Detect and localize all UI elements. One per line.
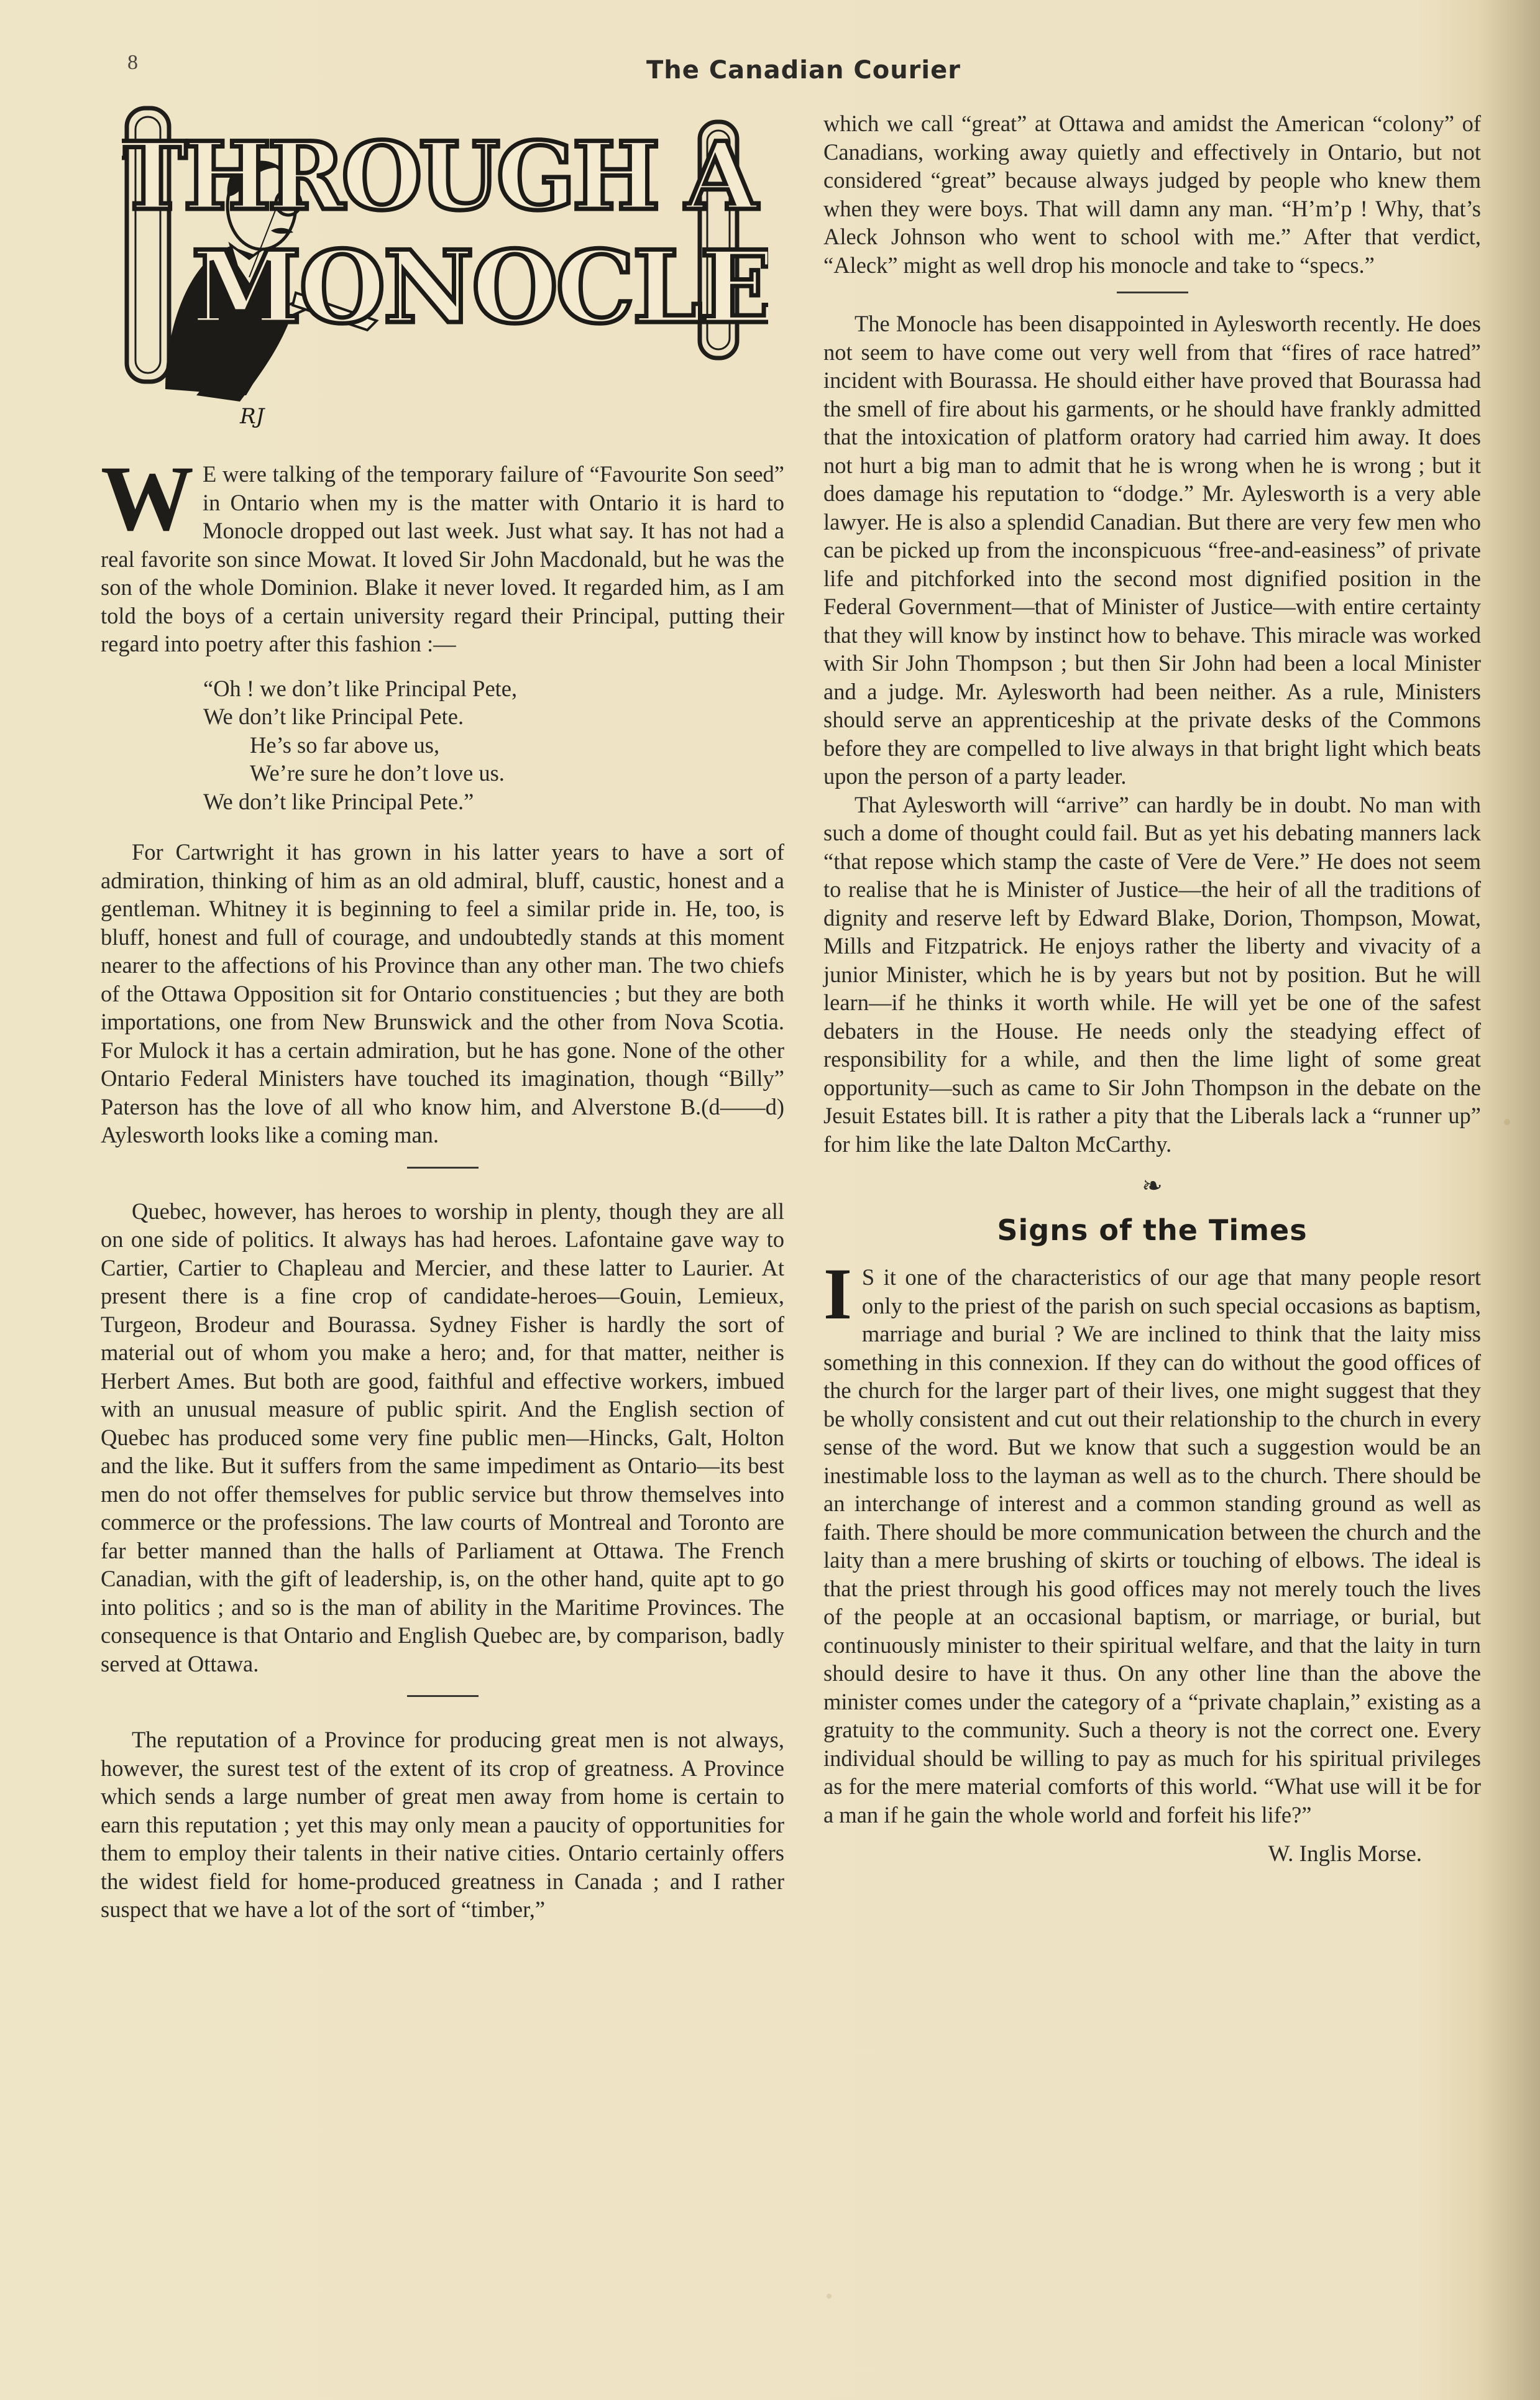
masthead-title-line1: THROUGH A — [122, 122, 754, 231]
article-title: Signs of the Times — [997, 1213, 1308, 1247]
article-paragraph-5: The Monocle has been disappointed in Aylesworth recently. He does not seem to have come out very well from that “fires of race hatred” incident with Bourassa. He should either have proved that Bourassa had the smell of fire about his garments, or he should have frankly admitted that the intoxication of platform oratory had carried him away. It does not hurt a big man to admit that he is wrong when he is wrong ; but it does damage his reputation to “dodge.” Mr. Aylesworth is a very able lawyer. He is also a splendid Canadian. But there are very few men who can be picked up from the inconspicuous “free-and-easiness” of private life and pitchforked into the second most dignified position in the Federal Government—that of Minister of Justice—with entire certainty that they will know by instinct how to behave. This miracle was worked with Sir John Thompson ; but then Sir John had been a local Minister and a judge. Mr. Aylesworth had been neither. As a rule, Ministers should serve an apprenticeship at the private desks of the Commons before they are compelled to live always in that bright light which beats upon the person of a party leader. — [823, 311, 1481, 789]
man-with-monocle-illustration — [122, 103, 768, 433]
right-column — [823, 109, 1481, 1869]
ornament-icon: ❧ — [1142, 1172, 1163, 1200]
article-paragraph-1 — [101, 447, 784, 658]
section-divider — [407, 1695, 479, 1697]
section-divider — [1117, 292, 1188, 293]
article-paragraph-3: Quebec, however, has heroes to worship in plenty, though they are all on one side of politics. It always has had heroes. Lafontaine gave way to Cartier, Cartier to Chapleau and Mercier, and these latter to Laurier. At present there is a fine crop of candidate-heroes—Gouin, Lemieux, Turgeon, Brodeur and Bourassa. Sydney Fisher is hardly the sort of material out of whom you make a hero; and, for that matter, neither is Herbert Ames. But both are good, faithful and effective workers, imbued with an unusual measure of public spirit. And the English section of Quebec has produced some very fine public men—Hincks, Galt, Holton and the like. But it suffers from the same impediment as Ontario—its best men do not offer themselves for public service but throw themselves into commerce or the professions. The law courts of Montreal and Toronto are far better manned than the halls of Parliament at Ottawa. The French Canadian, with the gift of leadership, is, on the other hand, quite apt to go into politics ; and so is the man of ability in the Maritime Provinces. The consequence is that Ontario and English Quebec are, by comparison, badly served at Ottawa. — [101, 1198, 784, 1676]
article-paragraph-2: For Cartwright it has grown in his latter years to have a sort of admiration, thinking of him as an old admiral, bluff, caustic, honest and a gentleman. Whitney it is beginning to feel a similar pride in. He, too, is bluff, honest and full of courage, and undoubtedly stands at this moment nearer to the affections of his Province than any other man. The two chiefs of the Ottawa Opposition sit for Ontario constituencies ; but they are both importations, one from New Brunswick and the other from Nova Scotia. For Mulock it has a certain admiration, but he has gone. None of the other Ontario Federal Ministers have touched its imagination, though “Billy” Paterson has the love of all who know him, and Alverstone B.(d——d) Aylesworth looks like a coming man. — [101, 839, 784, 1147]
verse-line: He’s so far above us, — [250, 732, 440, 758]
paper-spot — [827, 2294, 832, 2299]
running-head: The Canadian Courier — [646, 56, 961, 85]
paragraph-1-text: E were talking of the temporary failure of “Favourite Son seed” in Ontario when my is the matter with Ontario it is hard to Monocle dropped out last week. Just what say. It has not had a real favorite son since Mowat. It loved Sir John Macdonald, but he was the son of the whole Dominion. Blake it never loved. It regarded him, as I am told the boys of a certain university regard their Principal, putting their regard into poetry after this fashion :— — [101, 461, 784, 656]
artist-mark: RJ — [240, 404, 265, 429]
column-masthead — [122, 103, 768, 433]
article2-body-text: S it one of the characteristics of our age that many people resort only to the priest of the parish on such special occasions as baptism, marriage and burial ? We are inclined to think that the laity miss something in this connexion. If they can do without the good offices of the church for the larger part of their lives, one might suggest that they be wholly consistent and cut out their relationship to the church in every sense of the word. But we know that such a suggestion would be an inestimable loss to the layman as well as to the church. There should be an interchange of interest and a common standing ground as well as faith. There should be more communication between the church and the laity than a mere brushing of skirts or touching of elbows. The ideal is that the priest through his good offices may not merely touch the lives of the people at an occasional baptism, or marriage, or burial, but continuously minister to their spiritual welfare, and that the laity in turn should desire to have it thus. On any other line than the above the minister comes under the category of a “private chaplain,” existing as a gratuity to the community. Such a theory is not the correct one. Every individual should be willing to pay as much for his spiritual privileges as for the mere material comforts of this world. “What use will it be for a man if he gain the whole world and forfeit his life?” — [823, 1264, 1481, 1828]
article-paragraph-6: That Aylesworth will “arrive” can hardly be in doubt. No man with such a dome of thought could fail. But as yet his debating manners lack “that repose which stamp the caste of Vere de Vere.” He does not seem to realise that he is Minister of Justice—the heir of all the traditions of dignity and reserve left by Edward Blake, Dorion, Thompson, Mowat, Mills and Fitzpatrick. He enjoys rather the liberty and vivacity of a junior Minister, which he is by years but not by position. But he will learn—if he thinks it worth while. He will yet be one of the safest debaters in the House. He needs only the steadying effect of responsibility for a while, and then the lime light of some great opportunity—such as came to Sir John Thompson in the debate on the Jesuit Estates bill. It is rather a pity that the Liberals lack a “runner up” for him like the late Dalton McCarthy. — [823, 791, 1481, 1157]
page-number: 8 — [127, 51, 138, 74]
article-paragraph-4-continued: which we call “great” at Ottawa and amidst the American “colony” of Canadians, working away quietly and effectively in Ontario, but not considered “great” because always judged by people who knew them when they were boys. That will damn any man. “H’m’p ! Why, that’s Aleck Johnson who went to school with me.” After that verdict, “Aleck” might as well drop his monocle and take to “specs.” — [823, 111, 1481, 278]
verse-line: “Oh ! we don’t like Principal Pete, — [203, 675, 518, 701]
article-paragraph-4: The reputation of a Province for producing great men is not always, however, the surest test of the extent of its crop of greatness. A Province which sends a large number of great men away from home is certain to earn this reputation ; yet this may only mean a paucity of opportunities for them to employ their talents in their native cities. Ontario certainly offers the widest field for home-produced greatness in Canada ; and I rather suspect that we have a lot of the sort of “timber,” — [101, 1727, 784, 1922]
verse — [101, 674, 784, 816]
author-signature: W. Inglis Morse. — [1268, 1841, 1422, 1867]
left-column — [101, 447, 784, 1924]
article2-body — [823, 1253, 1481, 1829]
paper-spot — [1504, 1119, 1510, 1125]
masthead-title-line2: MONOCLE — [191, 229, 768, 346]
section-divider — [407, 1167, 479, 1169]
verse-line: We’re sure he don’t love us. — [250, 760, 505, 786]
dropcap-i: I — [823, 1253, 852, 1335]
dropcap-w: W — [101, 447, 194, 550]
verse-line: We don’t like Principal Pete.” — [203, 788, 474, 814]
verse-line: We don’t like Principal Pete. — [203, 704, 464, 729]
